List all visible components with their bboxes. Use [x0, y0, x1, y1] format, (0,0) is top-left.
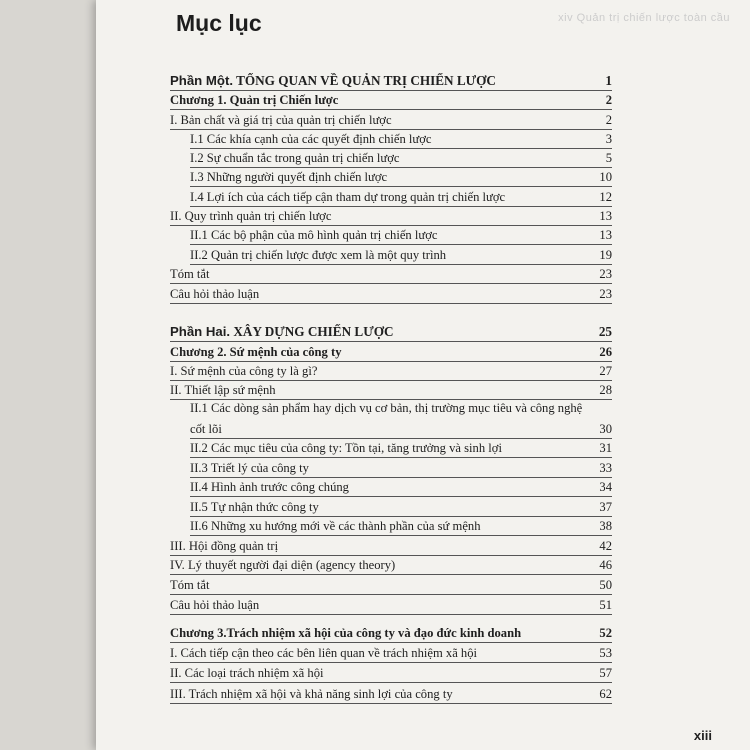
page-number: 12: [599, 190, 612, 204]
page-number: 23: [599, 267, 612, 281]
page-number: 13: [599, 228, 612, 242]
toc-chapter-2[interactable]: [170, 341, 612, 362]
toc-entry[interactable]: [170, 205, 612, 226]
page-number: 28: [599, 383, 612, 397]
page-number: 33: [599, 461, 612, 475]
entry-title: III. Trách nhiệm xã hội và khả năng sinh lợi của công ty: [170, 687, 453, 701]
toc-entry[interactable]: [170, 662, 612, 683]
page-number: 34: [599, 480, 612, 494]
page-number: 46: [599, 558, 612, 572]
toc-entry[interactable]: [190, 476, 612, 497]
entry-title: Câu hỏi thảo luận: [170, 598, 260, 612]
toc-entry[interactable]: [170, 109, 612, 130]
page-number: 25: [598, 324, 612, 339]
toc-entry[interactable]: [190, 147, 612, 168]
entry-title: II. Quy trình quản trị chiến lược: [170, 209, 332, 223]
page-number: 53: [599, 646, 612, 660]
page-number: 26: [599, 345, 612, 359]
toc-entry[interactable]: [190, 186, 612, 207]
page-number: 42: [599, 539, 612, 553]
toc-entry[interactable]: [170, 642, 612, 663]
toc-entry[interactable]: [190, 244, 612, 265]
page-number: 10: [599, 170, 612, 184]
toc-chapter-1[interactable]: [170, 89, 612, 110]
page-number: 23: [599, 287, 612, 301]
toc-entry[interactable]: [170, 683, 612, 704]
entry-title: II. Các loại trách nhiệm xã hội: [170, 666, 324, 680]
entry-title: II.3 Triết lý của công ty: [190, 461, 309, 475]
page-number: 30: [599, 422, 612, 436]
page-number: 1: [605, 73, 612, 88]
toc-entry[interactable]: [190, 128, 612, 149]
page-number: 52: [599, 626, 612, 640]
entry-title: III. Hội đồng quản trị: [170, 539, 279, 553]
entry-title: I. Sứ mệnh của công ty là gì?: [170, 364, 318, 378]
entry-title: II. Thiết lập sứ mệnh: [170, 383, 276, 397]
entry-title: IV. Lý thuyết người đại diện (agency theory): [170, 558, 396, 572]
entry-title: cốt lõi: [190, 422, 222, 436]
page-number: 57: [599, 666, 612, 680]
part-title: TỔNG QUAN VỀ QUẢN TRỊ CHIẾN LƯỢC: [236, 73, 496, 88]
chapter-title: Chương 1. Quản trị Chiến lược: [170, 93, 339, 107]
entry-title: II.2 Quản trị chiến lược được xem là một quy trình: [190, 248, 447, 262]
toc-entry[interactable]: [170, 360, 612, 381]
toc-part-1[interactable]: [170, 70, 612, 91]
toc-entry[interactable]: [190, 437, 612, 458]
entry-title: II.1 Các bộ phận của mô hình quản trị chiến lược: [190, 228, 438, 242]
entry-title: I.2 Sự chuẩn tắc trong quản trị chiến lược: [190, 151, 400, 165]
toc-entry[interactable]: [190, 496, 612, 517]
part-label: Phần Một.: [170, 73, 234, 88]
page-number: 3: [605, 132, 612, 146]
entry-title: II.4 Hình ảnh trước công chúng: [190, 480, 349, 494]
toc-entry-line: II.1 Các dòng sản phẩm hay dịch vụ cơ bản, thị trường mục tiêu và công nghệ: [190, 401, 583, 415]
page-number: 2: [605, 93, 612, 107]
entry-title: II.5 Tự nhận thức công ty: [190, 500, 319, 514]
page-title: Mục lục: [176, 10, 262, 36]
part-label: Phần Hai.: [170, 324, 231, 339]
folio-page-number: xiii: [693, 728, 712, 743]
page-number: 31: [599, 441, 612, 455]
toc-entry[interactable]: [190, 166, 612, 187]
page-number: 13: [599, 209, 612, 223]
toc-entry[interactable]: [190, 224, 612, 245]
toc-entry[interactable]: [190, 457, 612, 478]
page-number: 37: [599, 500, 612, 514]
entry-title: I.1 Các khía cạnh của các quyết định chiến lược: [190, 132, 432, 146]
toc-entry[interactable]: [190, 418, 612, 439]
toc-chapter-3[interactable]: [170, 622, 612, 643]
part-title: XÂY DỰNG CHIẾN LƯỢC: [233, 324, 394, 339]
entry-title: II.6 Những xu hướng mới về các thành phần của sứ mệnh: [190, 519, 481, 533]
chapter-title: Chương 3.Trách nhiệm xã hội của công ty và đạo đức kinh doanh: [170, 626, 522, 640]
page-number: 62: [599, 687, 612, 701]
toc-entry[interactable]: [170, 283, 612, 304]
page-number: 38: [599, 519, 612, 533]
entry-title: Tóm tắt: [170, 267, 210, 281]
page-number: 50: [599, 578, 612, 592]
toc-part-2[interactable]: [170, 321, 612, 342]
page-number: 51: [599, 598, 612, 612]
toc-entry[interactable]: [170, 554, 612, 575]
page-number: 27: [599, 364, 612, 378]
bleed-through-text: xiv Quản trị chiến lược toàn cầu: [558, 12, 730, 24]
toc-entry[interactable]: [170, 574, 612, 595]
entry-title: I. Cách tiếp cận theo các bên liên quan về trách nhiệm xã hội: [170, 646, 478, 660]
entry-title: I.4 Lợi ích của cách tiếp cận tham dự trong quản trị chiến lược: [190, 190, 506, 204]
page-number: 5: [605, 151, 612, 165]
entry-title: I.3 Những người quyết định chiến lược: [190, 170, 388, 184]
entry-title: I. Bản chất và giá trị của quản trị chiến lược: [170, 113, 392, 127]
page-number: 2: [605, 113, 612, 127]
entry-title: Câu hỏi thảo luận: [170, 287, 260, 301]
toc-entry[interactable]: [170, 594, 612, 615]
entry-title: Tóm tắt: [170, 578, 210, 592]
toc-entry[interactable]: [170, 263, 612, 284]
toc-entry[interactable]: [170, 379, 612, 400]
page-number: 19: [599, 248, 612, 262]
chapter-title: Chương 2. Sứ mệnh của công ty: [170, 345, 342, 359]
entry-title: II.2 Các mục tiêu của công ty: Tồn tại, tăng trưởng và sinh lợi: [190, 441, 502, 455]
toc-entry[interactable]: [190, 515, 612, 536]
toc-entry[interactable]: [170, 535, 612, 556]
